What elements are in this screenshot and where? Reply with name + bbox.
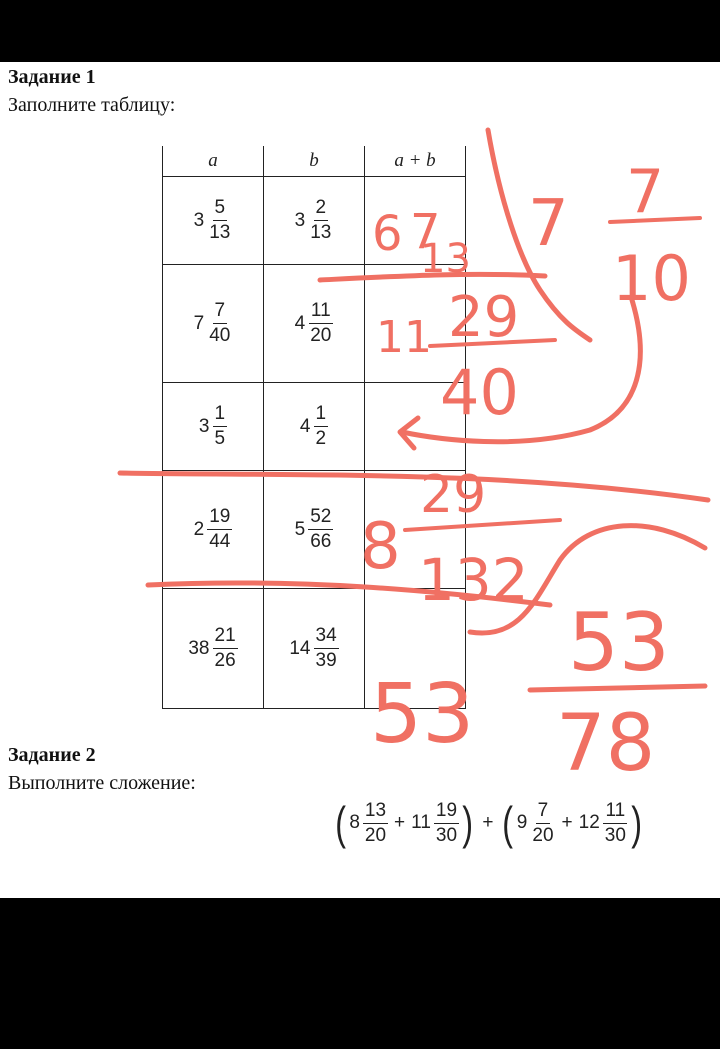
table-row [163, 265, 466, 383]
handwritten-row5-num: 53 [568, 596, 670, 689]
cell-sum[interactable] [365, 177, 466, 265]
task2-instruction: Выполните сложение: [8, 772, 196, 794]
handwritten-row1-num: 7 [410, 204, 441, 260]
cell-sum[interactable] [365, 589, 466, 709]
cell-a: 2 $\frac{19}{44}$ [163, 471, 264, 589]
term-1: 8 $\frac{13}{20}$ [349, 799, 387, 846]
cell-b: 4 $\frac{11}{20}$ [264, 265, 365, 383]
cell-b: 5 $\frac{52}{66}$ [264, 471, 365, 589]
task1-instruction: Заполните таблицу: [8, 94, 176, 116]
term-3: 9 $\frac{7}{20}$ [516, 799, 554, 846]
handwritten-row4-num: 29 [420, 465, 487, 525]
handwritten-row4-den: 132 [418, 546, 529, 614]
handwritten-side-num: 7 [626, 157, 665, 227]
task2-heading: Задание 2 [8, 744, 96, 766]
table-row [163, 177, 466, 265]
cell-a: 7 $\frac{7}{40}$ [163, 265, 264, 383]
handwritten-side-whole: 7 [528, 187, 569, 261]
handwritten-row5-whole: 53 [370, 667, 475, 762]
cell-a: 3 $\frac{1}{5}$ [163, 383, 264, 471]
handwritten-row1-den: 13 [420, 236, 471, 282]
left-paren: ( [335, 797, 347, 849]
handwritten-row2-whole: 11 [376, 312, 432, 363]
term-2: 11 $\frac{19}{30}$ [411, 799, 458, 846]
cell-sum[interactable] [365, 471, 466, 589]
worksheet-page [0, 62, 720, 898]
cell-b: 3 $\frac{2}{13}$ [264, 177, 365, 265]
term-4: 12 $\frac{11}{30}$ [578, 799, 626, 846]
table-row [163, 383, 466, 471]
cell-b: 4 $\frac{1}{2}$ [264, 383, 365, 471]
plus-sign: + [394, 812, 406, 833]
handwritten-row1-whole: 6 [372, 206, 403, 262]
plus-sign: + [561, 812, 573, 833]
handwritten-row2-den: 40 [440, 356, 519, 429]
handwritten-row2-num: 29 [448, 285, 520, 350]
cell-a: 3 $\frac{5}{13}$ [163, 177, 264, 265]
right-paren: ) [631, 797, 642, 849]
table-row [163, 471, 466, 589]
plus-sign: + [482, 812, 494, 833]
column-header-sum: a + b [365, 146, 466, 177]
handwritten-row5-den: 78 [556, 699, 656, 789]
cell-sum[interactable] [365, 265, 466, 383]
cell-a: 38 $\frac{21}{26}$ [163, 589, 264, 709]
left-paren: ( [502, 797, 514, 849]
task1-heading: Задание 1 [8, 66, 96, 88]
column-header-b: b [264, 146, 365, 177]
handwritten-side-den: 10 [612, 242, 691, 315]
column-header-a: a [163, 146, 264, 177]
right-paren: ) [462, 797, 474, 849]
addition-expression [332, 797, 645, 849]
fraction-table [162, 146, 466, 709]
table-header-row [163, 146, 466, 177]
table-row [163, 589, 466, 709]
cell-b: 14 $\frac{34}{39}$ [264, 589, 365, 709]
cell-sum[interactable] [365, 383, 466, 471]
handwritten-row4-whole: 8 [360, 510, 401, 584]
